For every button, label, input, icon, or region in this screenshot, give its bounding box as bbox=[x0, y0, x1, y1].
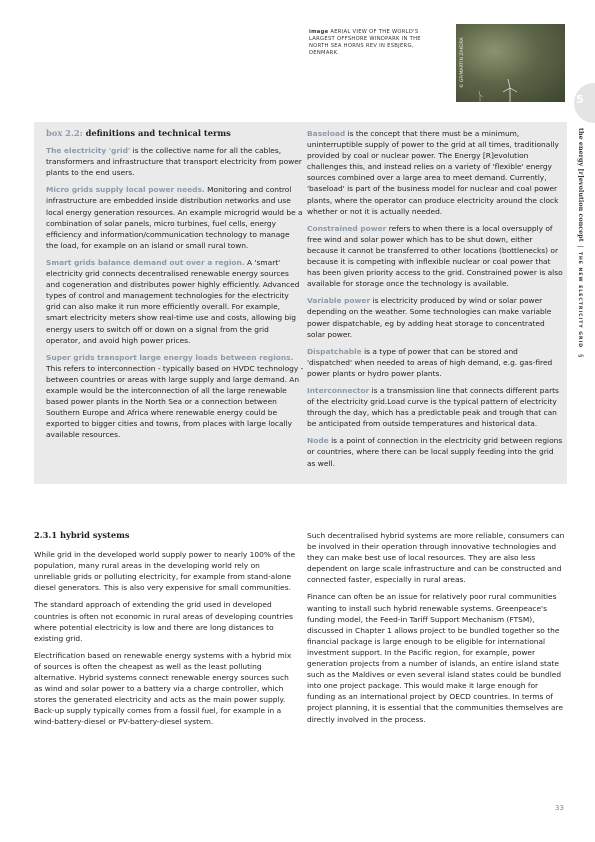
section-heading: 2.3.1 hybrid systems bbox=[34, 530, 130, 540]
definition-item bbox=[307, 223, 563, 290]
box-right-column bbox=[307, 128, 563, 475]
image-caption bbox=[309, 29, 429, 57]
definition-item bbox=[307, 346, 563, 379]
section-left-column bbox=[34, 530, 296, 734]
definition-item bbox=[46, 257, 304, 346]
body-paragraph: Such decentralised hybrid systems are more reliable, consumers can be involved in their operation through innovative technologies and they can make best use of local resources. They are also less dependent on large scale infrastructure and can be constructed and connected faster, especially in rural areas. bbox=[307, 531, 565, 585]
definition-item bbox=[307, 435, 563, 468]
definition-text: is a point of connection in the electricity grid between regions or countries, where there can be local supply feeding into the grid as well. bbox=[307, 436, 563, 468]
definition-item bbox=[46, 145, 304, 178]
definition-item bbox=[307, 385, 563, 429]
box-heading bbox=[46, 128, 304, 139]
definition-term: Node bbox=[307, 436, 329, 446]
definition-text: is the collective name for all the cables, transformers and infrastructure that transport electricity from power plants to the end users. bbox=[46, 146, 302, 178]
body-paragraph: The standard approach of extending the grid used in developed countries is often not economic in rural areas of developing countries where potential electricity is low and there are long distances to existing grid. bbox=[34, 600, 293, 643]
definition-term: Dispatchable bbox=[307, 346, 362, 356]
sidebar-mark: § bbox=[577, 354, 585, 358]
wind-turbine-icon bbox=[456, 24, 565, 102]
sidebar-title: the energy [r]evolution concept bbox=[577, 128, 585, 242]
definition-term: Constrained power bbox=[307, 223, 387, 233]
windpark-photo bbox=[456, 24, 565, 102]
definition-term: Variable power bbox=[307, 296, 371, 306]
definition-item bbox=[307, 128, 563, 217]
body-paragraph: Finance can often be an issue for relatively poor rural communities wanting to install such hybrid renewable systems. Greenpeace's funding model, the Feed-in Tariff Support Mechanism (FTSM), discussed in Chapter 1 allows project to be bundled together so the financial package is large enough to be eligible for international investment support. In the Pacific region, for example, power generation projects from a number of islands, an entire island state such as the Maldives or even several island states could be bundled into one project package. This would make it large enough for funding as an international project by OECD countries. In terms of project planning, it is essential that the communities themselves are directly involved in the process. bbox=[307, 592, 564, 724]
definition-text: This refers to interconnection - typically based on HVDC technology - between countries or areas with large supply and large demand. An example would be the interconnection of all the large renewable based power plants in the North Sea or a connection between Southern Europe and Africa where renewable energy could be exported to bigger cities and towns, from places with large locally available resources. bbox=[46, 363, 304, 440]
chapter-number: 5 bbox=[576, 93, 584, 106]
page-number: 33 bbox=[555, 804, 564, 812]
section-right-column bbox=[307, 530, 565, 731]
box-title: definitions and technical terms bbox=[85, 128, 231, 138]
caption-text: AERIAL VIEW OF THE WORLD'S LARGEST OFFSHORE WINDPARK IN THE NORTH SEA HORNS REV IN ESBJERG, DENMARK. bbox=[309, 29, 421, 56]
definition-item bbox=[307, 295, 563, 339]
definition-term: Super grids transport large energy loads between regions. bbox=[46, 352, 294, 362]
definition-item bbox=[46, 184, 304, 251]
body-paragraph: While grid in the developed world supply power to nearly 100% of the population, many rural areas in the developing world rely on unreliable grids or polluting electricity, for example from stand-alone diesel generators. This is also very expensive for small communities. bbox=[34, 550, 296, 593]
box-label: box 2.2: bbox=[46, 128, 83, 138]
definition-text: is electricity produced by wind or solar power depending on the weather. Some technologies can make variable power dispatchable, eg by adding heat storage to concentrated solar power. bbox=[307, 296, 552, 339]
sidebar-subtitle: THE NEW ELECTRICITY GRID bbox=[577, 251, 582, 349]
box-left-column bbox=[46, 128, 304, 446]
definition-text: refers to when there is a local oversupply of free wind and solar power which has to be shut down, either because it cannot be transferred to other locations (bottlenecks) or because it is competing with inflexible nuclear or coal power that has been given priority access to the grid. Constrained power is also available for storage once the technology is available. bbox=[307, 223, 563, 289]
caption-label: image bbox=[309, 29, 329, 35]
definition-term: Micro grids supply local power needs. bbox=[46, 185, 205, 195]
definition-text: is a type of power that can be stored and 'dispatched' when needed to areas of high demand, e.g. gas-fired power plants or hydro power plants. bbox=[307, 346, 553, 378]
definition-term: Baseload bbox=[307, 129, 346, 138]
definition-term: Interconnector bbox=[307, 385, 370, 395]
definition-text: is the concept that there must be a minimum, uninterruptible supply of power to the grid at all times, traditionally provided by coal or nuclear power. The Energy [R]evolution challenges this, and instead relies on a variety of 'flexible' energy sources combined over a large area to meet demand. Currently, 'baseload' is part of the business model for nuclear and coal power plants, where the operator can produce electricity around the clock whether or not it is actually needed. bbox=[307, 129, 559, 216]
definition-term: The electricity 'grid' bbox=[46, 146, 131, 156]
definition-term: Smart grids balance demand out over a region. bbox=[46, 257, 245, 267]
definition-text: is a transmission line that connects different parts of the electricity grid.Load curve is the typical pattern of electricity through the day, which has a predictable peak and trough that can be anticipated from outside temperatures and historical data. bbox=[307, 385, 559, 429]
definition-text: A 'smart' electricity grid connects decentralised renewable energy sources and cogeneration and distributes power highly efficiently. Advanced types of control and management technologies for the electricity grid can also make it run more efficiently overall. For example, smart electricity meters show real-time use and costs, allowing big energy users to switch off or down on a signal from the grid operator, and avoid high power prices. bbox=[46, 257, 300, 345]
sidebar-separator: | bbox=[577, 245, 585, 248]
photo-credit: © GP/MARTIN ZAKORA bbox=[460, 37, 465, 88]
sidebar-running-title bbox=[573, 128, 585, 358]
body-paragraph: Electrification based on renewable energy systems with a hybrid mix of sources is often the cheapest as well as the least polluting alternative. Hybrid systems connect renewable energy sources such as wind and solar power to a battery via a charge controller, which stores the generated electricity and acts as the main power supply. Back-up supply typically comes from a fossil fuel, for example in a wind-battery-diesel or PV-battery-diesel system. bbox=[34, 650, 292, 727]
definition-text: Monitoring and control infrastructure are embedded inside distribution networks and use local energy generation resources. An example microgrid would be a combination of solar panels, micro turbines, fuel cells, energy efficiency and information/communication technology to manage the load, for example on an island or small rural town. bbox=[46, 185, 303, 250]
definition-item bbox=[46, 352, 304, 441]
